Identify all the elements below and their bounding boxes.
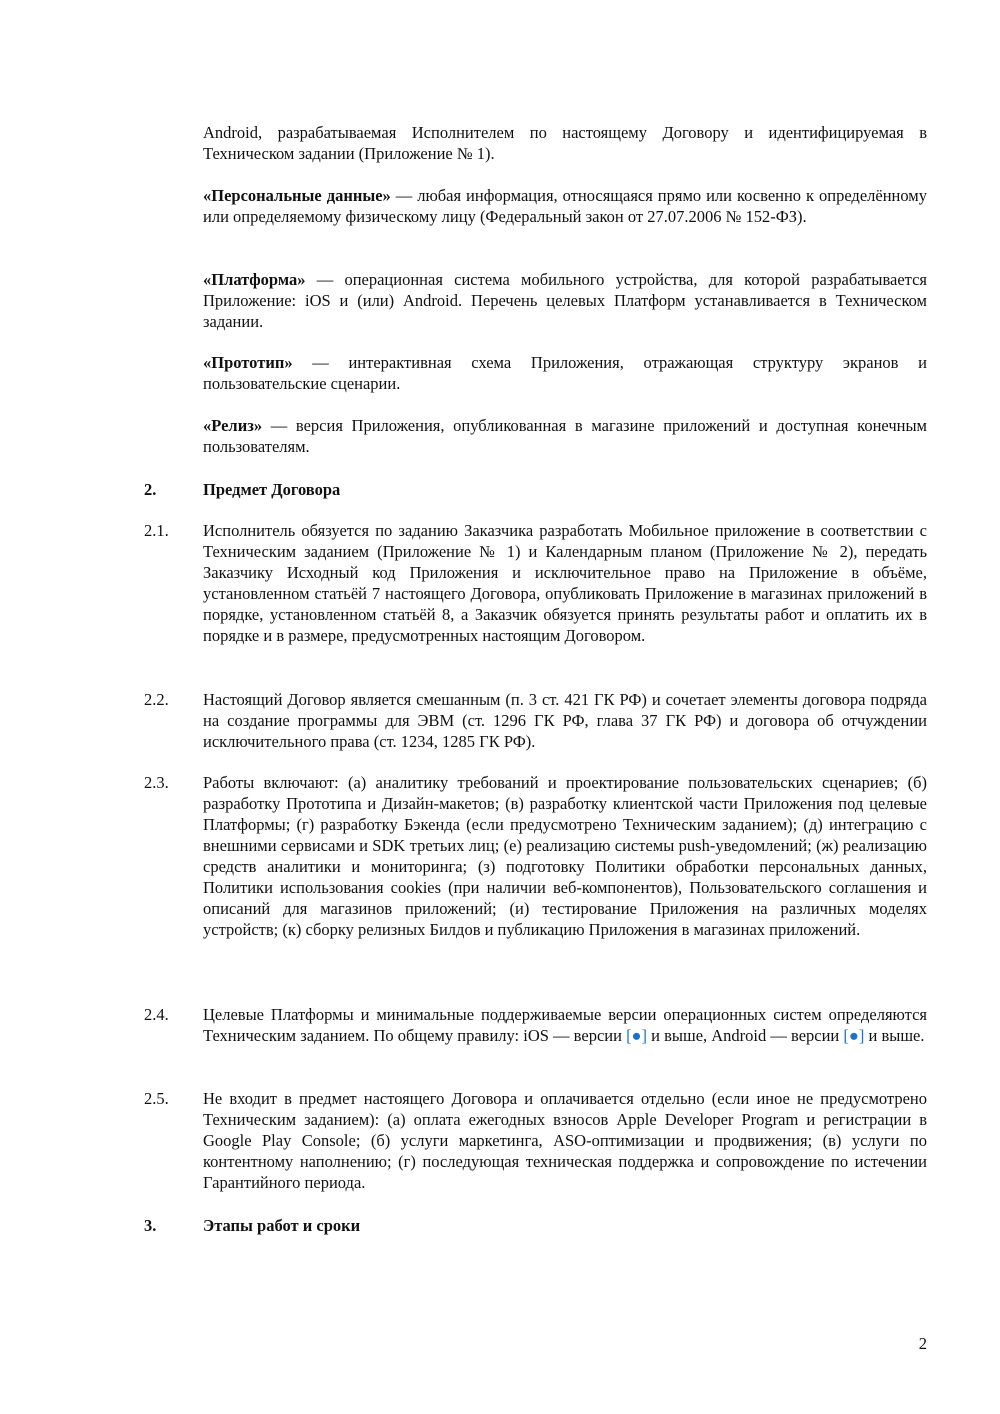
definition-platform <box>203 269 927 332</box>
clause-text: Работы включают: (а) аналитику требований и проектирование пользовательских сценариев; (б) разработку Прототипа и Дизайн-макетов; (в) разработку клиентской части Приложения под целевые Платформы; (г) разработку Бэкенда (если предусмотрено Техническим заданием); (д) интеграцию с внешними сервисами и SDK третьих лиц; (е) реализацию системы push-уведомлений; (ж) реализацию средств аналитики и мониторинга; (з) подготовку Политики обработки персональных данных, Политики использования cookies (при наличии веб-компонентов), Пользовательского соглашения и описаний для магазинов приложений; (и) тестирование Приложения на различных моделях устройств; (к) сборку релизных Билдов и публикацию Приложения в магазинах приложений. <box>203 773 927 939</box>
clause-number: 2.2. <box>144 690 169 709</box>
definition-text: — версия Приложения, опубликованная в магазине приложений и доступная конечным пользователям. <box>203 416 927 456</box>
clause-2-1 <box>203 520 927 646</box>
clause-number: 2.4. <box>144 1005 169 1024</box>
definition-term: «Персональные данные» <box>203 186 391 205</box>
definition-text: — операционная система мобильного устройства, для которой разрабатывается Приложение: iOS и (или) Android. Перечень целевых Платформ устанавливается в Техническом задании. <box>203 270 927 331</box>
intro-text: Android, разрабатываемая Исполнителем по настоящему Договору и идентифицируемая в Техническом задании (Приложение № 1). <box>203 123 927 163</box>
definition-text: — любая информация, относящаяся прямо или косвенно к определённому или определяемому физическому лицу (Федеральный закон от 27.07.2006 № 152-ФЗ). <box>203 186 927 226</box>
clause-2-2 <box>203 689 927 752</box>
clause-text: Настоящий Договор является смешанным (п. 3 ст. 421 ГК РФ) и сочетает элементы договора подряда на создание программы для ЭВМ (ст. 1296 ГК РФ, глава 37 ГК РФ) и договора об отчуждении исключительного права (ст. 1234, 1285 ГК РФ). <box>203 690 927 751</box>
definition-release <box>203 415 927 457</box>
clause-text: Не входит в предмет настоящего Договора и оплачивается отдельно (если иное не предусмотрено Техническим заданием): (а) оплата ежегодных взносов Apple Developer Program и регистрации в Google Play Console; (б) услуги маркетинга, ASO-оптимизации и продвижения; (в) услуги по контентному наполнению; (г) последующая техническая поддержка и сопровождение по истечении Гарантийного периода. <box>203 1089 927 1192</box>
section-3-title: Этапы работ и сроки <box>203 1216 361 1235</box>
section-2-number: 2. <box>144 480 157 499</box>
definition-term: «Платформа» <box>203 270 306 289</box>
clause-text <box>203 1004 927 1046</box>
clause-2-3 <box>203 772 927 940</box>
clause-text-part: Целевые Платформы и минимальные поддерживаемые версии операционных систем определяются Техническим заданием. По общему правилу: iOS — версии <box>203 1005 927 1045</box>
definition-term: «Релиз» <box>203 416 263 435</box>
clause-text: Исполнитель обязуется по заданию Заказчика разработать Мобильное приложение в соответствии с Техническим заданием (Приложение № 1) и Календарным планом (Приложение № 2), передать Заказчику Исходный код Приложения и исключительное право на Приложение в объёме, установленном статьёй 7 настоящего Договора, опубликовать Приложение в магазинах приложений в порядке, установленном статьёй 8, а Заказчик обязуется принять результаты работ и оплатить их в порядке и в размере, предусмотренных настоящим Договором. <box>203 521 927 645</box>
definition-prototype <box>203 352 927 394</box>
page-number: 2 <box>918 1334 927 1353</box>
clause-2-5 <box>203 1088 927 1193</box>
definition-term: «Прототип» <box>203 353 293 372</box>
placeholder-marker: [●] <box>626 1026 648 1045</box>
clause-number: 2.3. <box>144 773 169 792</box>
clause-text-part: и выше. <box>864 1026 925 1045</box>
section-2-title: Предмет Договора <box>203 480 341 499</box>
intro-paragraph <box>203 122 927 164</box>
clause-number: 2.1. <box>144 521 169 540</box>
definition-personal-data <box>203 185 927 227</box>
clause-text-part: и выше, Android — версии <box>647 1026 844 1045</box>
definition-text: — интерактивная схема Приложения, отражающая структуру экранов и пользовательские сценарии. <box>203 353 927 393</box>
placeholder-marker: [●] <box>843 1026 865 1045</box>
section-3-number: 3. <box>144 1216 157 1235</box>
clause-number: 2.5. <box>144 1089 169 1108</box>
clause-2-4 <box>203 1004 927 1046</box>
